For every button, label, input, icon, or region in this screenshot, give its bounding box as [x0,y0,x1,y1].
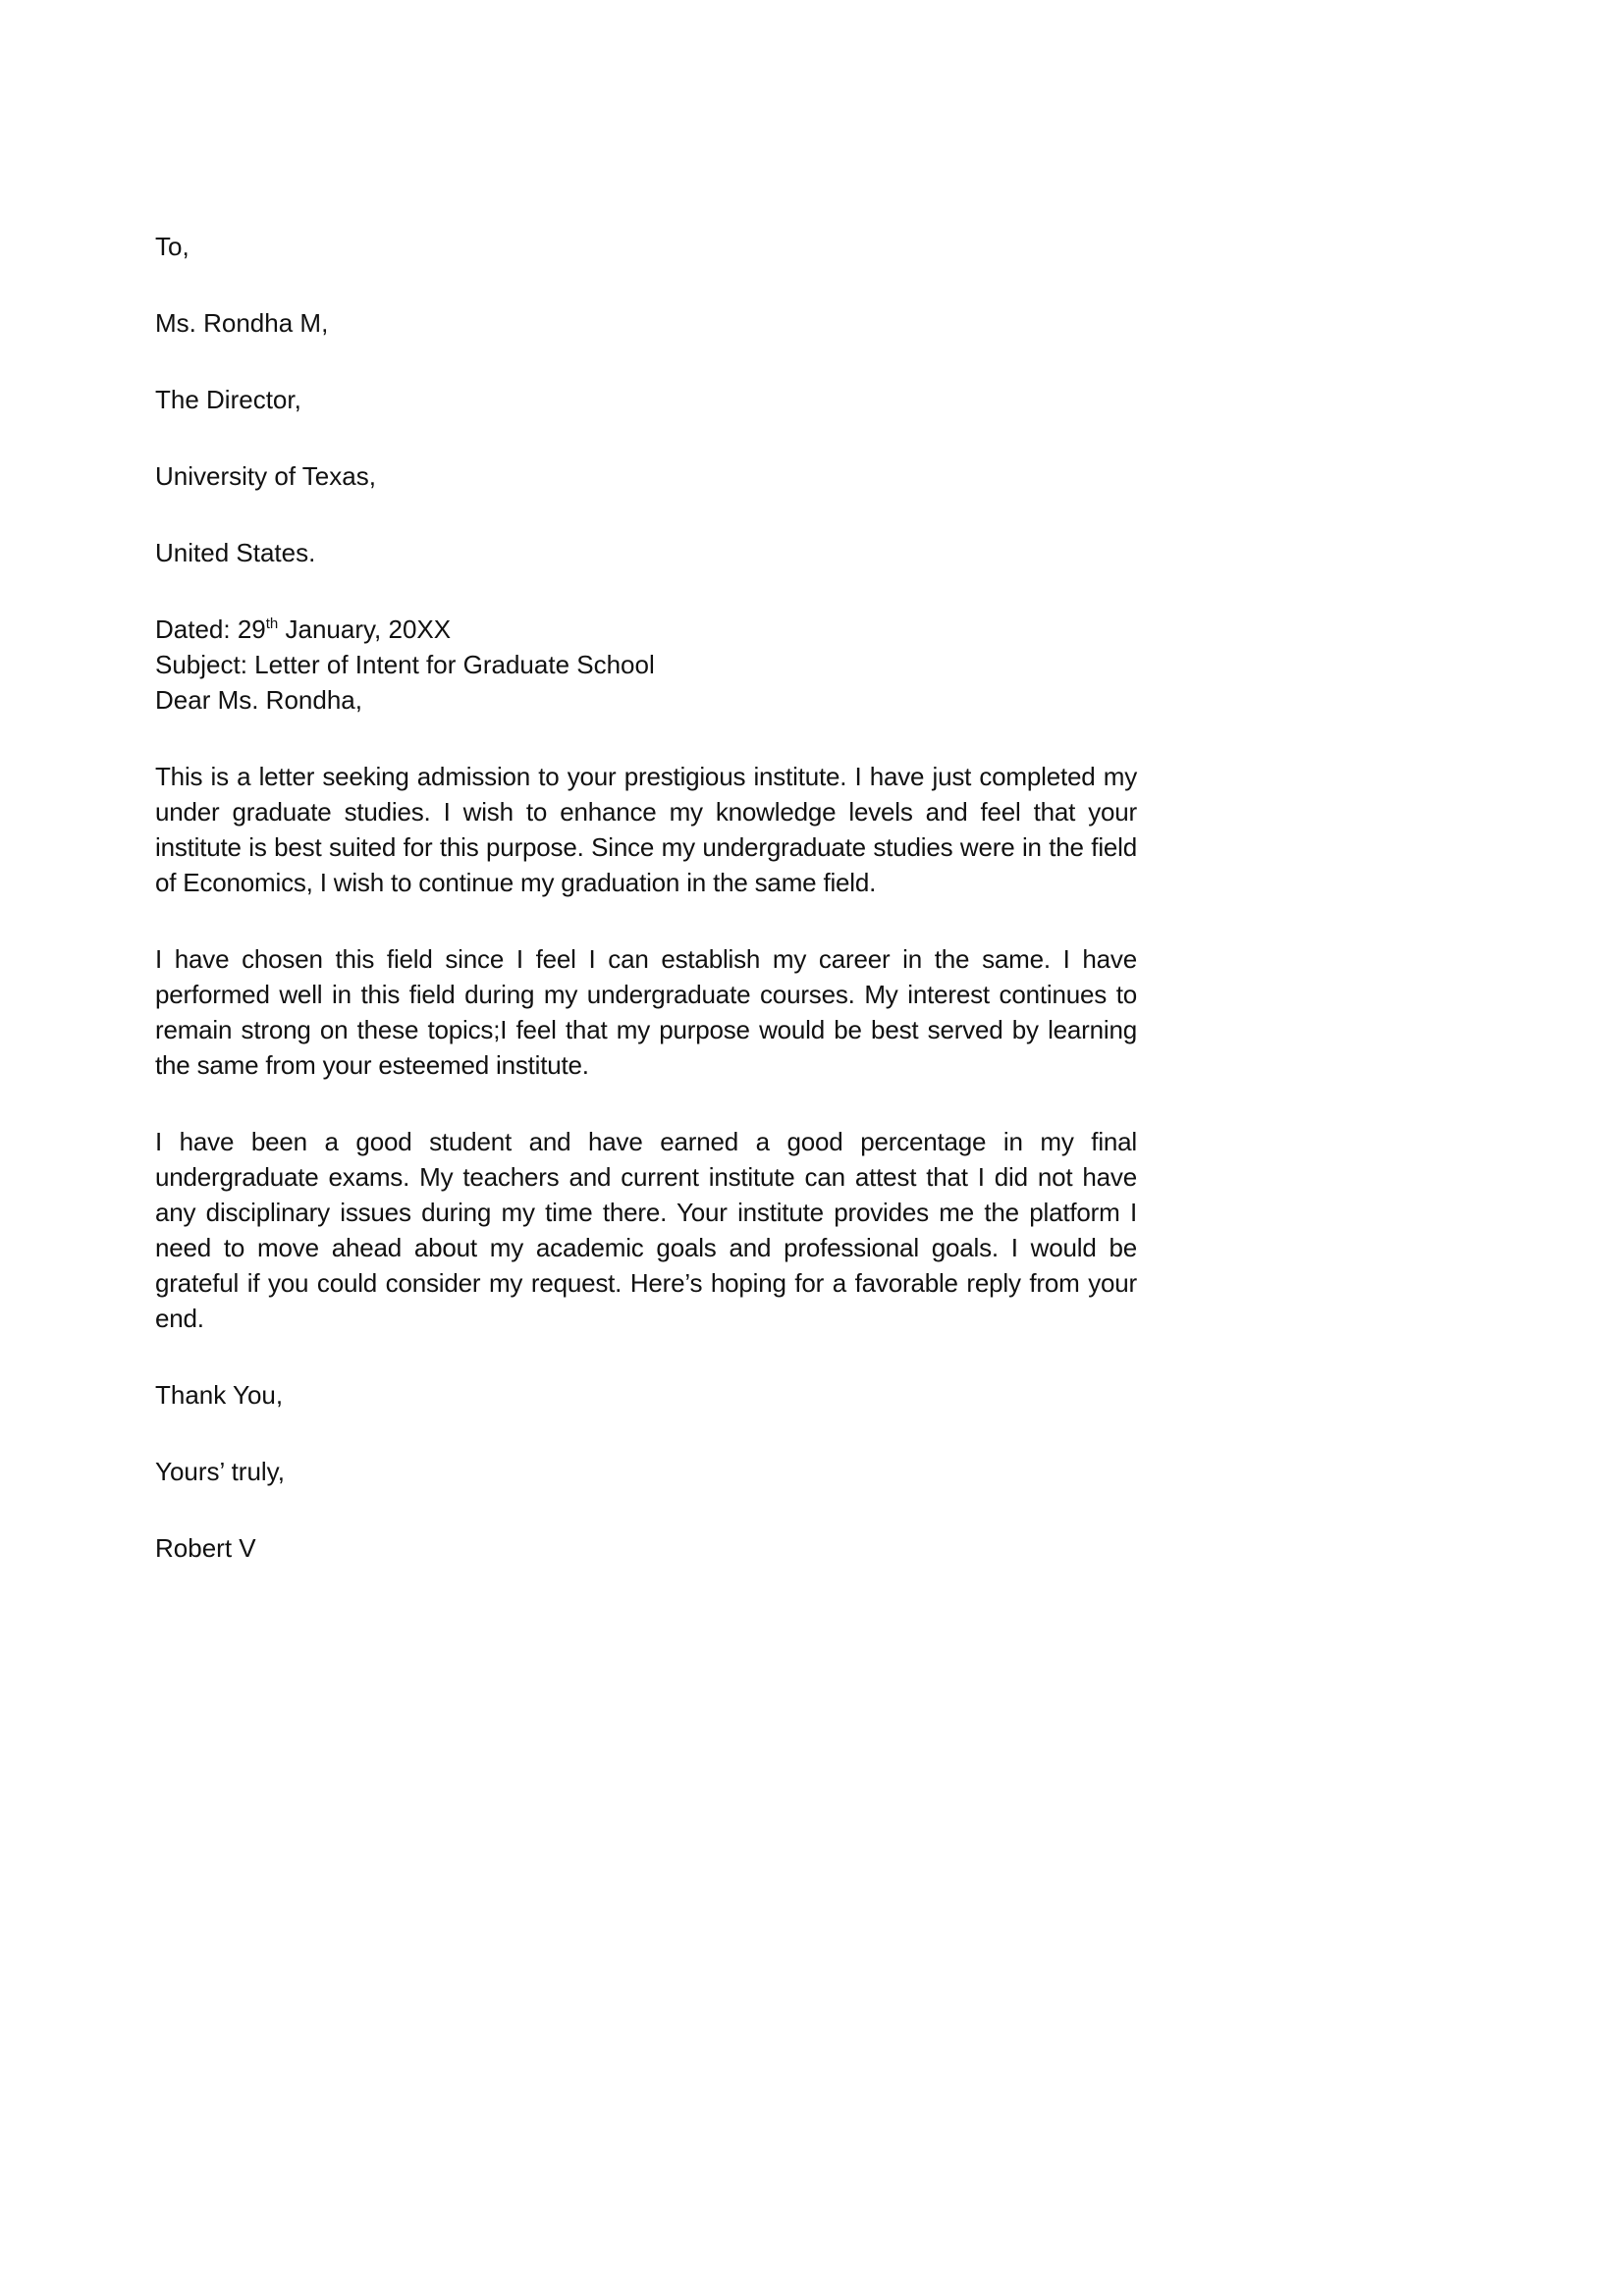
valediction: Yours’ truly, [155,1457,285,1486]
body-paragraph-1: This is a letter seeking admission to your prestigious institute. I have just completed my under graduate studies. I wish to enhance my knowledge levels and feel that your institute is best suited for this purpose. Since my undergraduate studies were in the field of Economics, I wish to continue my graduation in the same field. [155,762,1137,897]
recipient-country: United States. [155,538,316,567]
closing-thanks: Thank You, [155,1380,284,1410]
signature: Robert V [155,1533,256,1563]
date-label: Dated: 29 [155,614,266,644]
letter-greeting: Dear Ms. Rondha, [155,685,362,715]
recipient-name: Ms. Rondha M, [155,308,329,338]
recipient-title: The Director, [155,385,301,414]
letter-date [155,612,1137,647]
body-paragraph-2: I have chosen this field since I feel I can establish my career in the same. I have performed well in this field during my undergraduate courses. My interest continues to remain strong on these topics;I feel that my purpose would be best served by learning the same from your esteemed institute. [155,944,1137,1080]
recipient-to: To, [155,232,189,261]
body-paragraph-3: I have been a good student and have earned a good percentage in my final undergraduate exams. My teachers and current institute can attest that I did not have any disciplinary issues during my time there. Your institute provides me the platform I need to move ahead about my academic goals and professional goals. I would be grateful if you could consider my request. Here’s hoping for a favorable reply from your end. [155,1127,1137,1333]
recipient-organization: University of Texas, [155,461,376,491]
letter-page [155,229,1137,1566]
letter-subject: Subject: Letter of Intent for Graduate School [155,650,655,679]
date-ordinal-suffix: th [265,615,279,632]
date-rest: January, 20XX [278,614,452,644]
